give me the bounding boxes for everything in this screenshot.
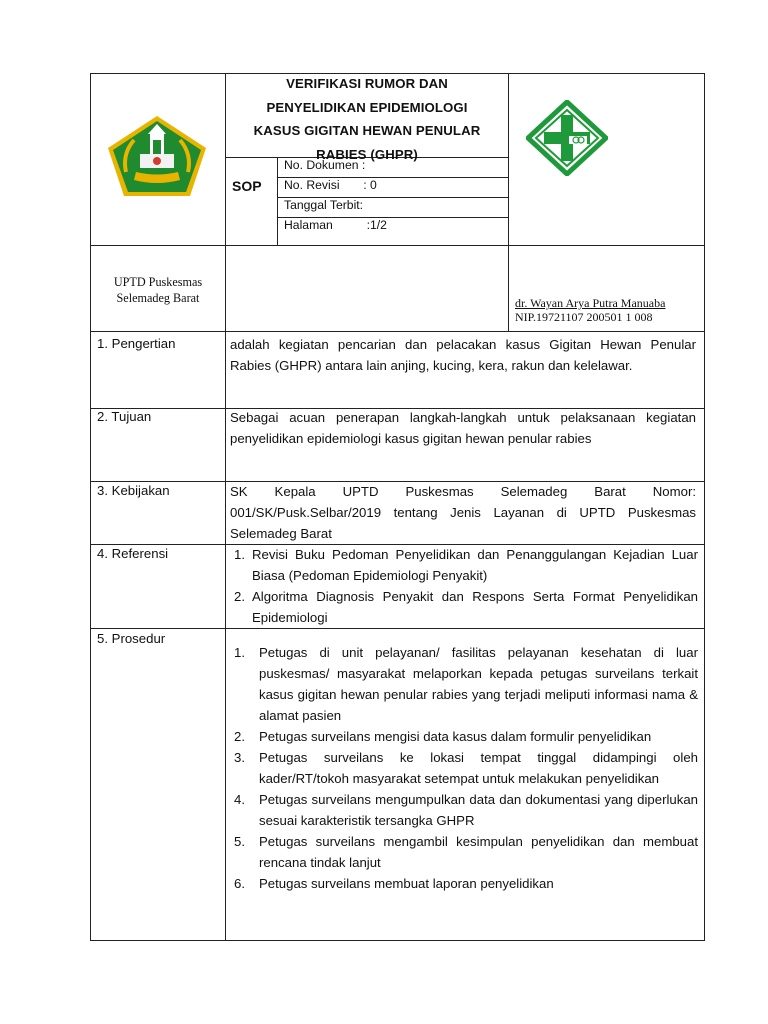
section-text-pengertian: adalah kegiatan pencarian dan pelacakan kasus Gigitan Hewan Penular Rabies (GHPR) antara lain anjing, kucing, kera, rakun dan kelelawar. [230, 337, 696, 373]
list-number: 3. [234, 750, 245, 765]
table-border-left [90, 73, 91, 941]
title-line: RABIES (GHPR) [316, 146, 418, 162]
header-row-line [90, 245, 705, 246]
row-line-referensi [90, 628, 705, 629]
signer-nip: NIP.19721107 200501 1 008 [515, 310, 653, 324]
list-text: Petugas surveilans mengisi data kasus dalam formulir penyelidikan [259, 729, 652, 744]
meta-page: Halaman :1/2 [284, 218, 387, 232]
unit-line: UPTD Puskesmas [113, 275, 203, 289]
list-number: 4. [234, 792, 245, 807]
section-label-tujuan: 2. Tujuan [97, 409, 152, 424]
list-number: 1. [234, 645, 245, 660]
section-label-referensi: 4. Referensi [97, 546, 169, 561]
list-item [232, 747, 698, 789]
table-border-bottom [90, 940, 705, 941]
title-line: PENYELIDIKAN EPIDEMIOLOGI [266, 99, 468, 115]
list-number: 6. [234, 876, 245, 891]
table-border-right [704, 73, 705, 941]
meta-revision: No. Revisi : 0 [284, 178, 377, 192]
section-text-kebijakan: SK Kepala UPTD Puskesmas Selemadeg Barat Nomor: 001/SK/Pusk.Selbar/2019 tentang Jenis Layanan di UPTD Puskesmas Selemadeg Barat [230, 484, 696, 541]
list-text: Petugas surveilans membuat laporan penyelidikan [259, 876, 554, 891]
list-number: 2. [234, 729, 245, 744]
list-number: 2. [234, 589, 245, 604]
list-text: Revisi Buku Pedoman Penyelidikan dan Penanggulangan Kejadian Luar Biasa (Pedoman Epidemiologi Penyakit) [252, 547, 698, 583]
meta-issue-date: Tanggal Terbit: [284, 198, 364, 212]
title-line: VERIFIKASI RUMOR DAN [286, 76, 448, 91]
prosedur-list [232, 642, 698, 894]
label-column-divider [225, 73, 226, 941]
list-item [232, 873, 698, 894]
referensi-list [232, 544, 698, 628]
section-label-pengertian: 1. Pengertian [97, 336, 176, 351]
unit-line: Selemadeg Barat [116, 291, 200, 305]
list-item [232, 586, 698, 628]
meta-document-number: No. Dokumen : [284, 158, 366, 172]
list-number: 5. [234, 834, 245, 849]
list-item [232, 544, 698, 586]
list-text: Petugas surveilans mengambil kesimpulan penyelidikan dan membuat rencana tindak lanjut [259, 834, 698, 870]
title-line: KASUS GIGITAN HEWAN PENULAR [253, 123, 481, 138]
section-label-kebijakan: 3. Kebijakan [97, 483, 170, 498]
section-label-prosedur: 5. Prosedur [97, 631, 166, 646]
signer-name: dr. Wayan Arya Putra Manuaba [515, 296, 666, 310]
list-item [232, 726, 698, 747]
list-text: Algoritma Diagnosis Penyakit dan Respons Serta Format Penyelidikan Epidemiologi [252, 589, 698, 625]
list-item [232, 642, 698, 726]
sop-label: SOP [232, 178, 262, 194]
document-title [226, 72, 508, 166]
header-right-divider [508, 73, 509, 331]
list-text: Petugas surveilans mengumpulkan data dan dokumentasi yang diperlukan sesuai karakteristik tersangka GHPR [259, 792, 698, 828]
regency-emblem-logo [104, 114, 210, 198]
sop-divider [277, 157, 278, 245]
organization-unit [94, 274, 222, 306]
list-text: Petugas di unit pelayanan/ fasilitas pelayanan kesehatan di luar puskesmas/ masyarakat melaporkan kepada petugas surveilans terkait kasus gigitan hewan penular rabies yang terjadi meliputi informasi nama & alamat pasien [259, 645, 698, 723]
list-item [232, 789, 698, 831]
list-text: Petugas surveilans ke lokasi tempat tinggal didampingi oleh kader/RT/tokoh masyarakat setempat untuk melakukan penyelidikan [259, 750, 698, 786]
section-text-tujuan: Sebagai acuan penerapan langkah-langkah untuk pelaksanaan kegiatan penyelidikan epidemiologi kasus gigitan hewan penular rabies [230, 410, 696, 446]
list-item [232, 831, 698, 873]
list-number: 1. [234, 547, 245, 562]
puskesmas-cross-logo [526, 100, 608, 176]
signature-row-line [90, 331, 705, 332]
